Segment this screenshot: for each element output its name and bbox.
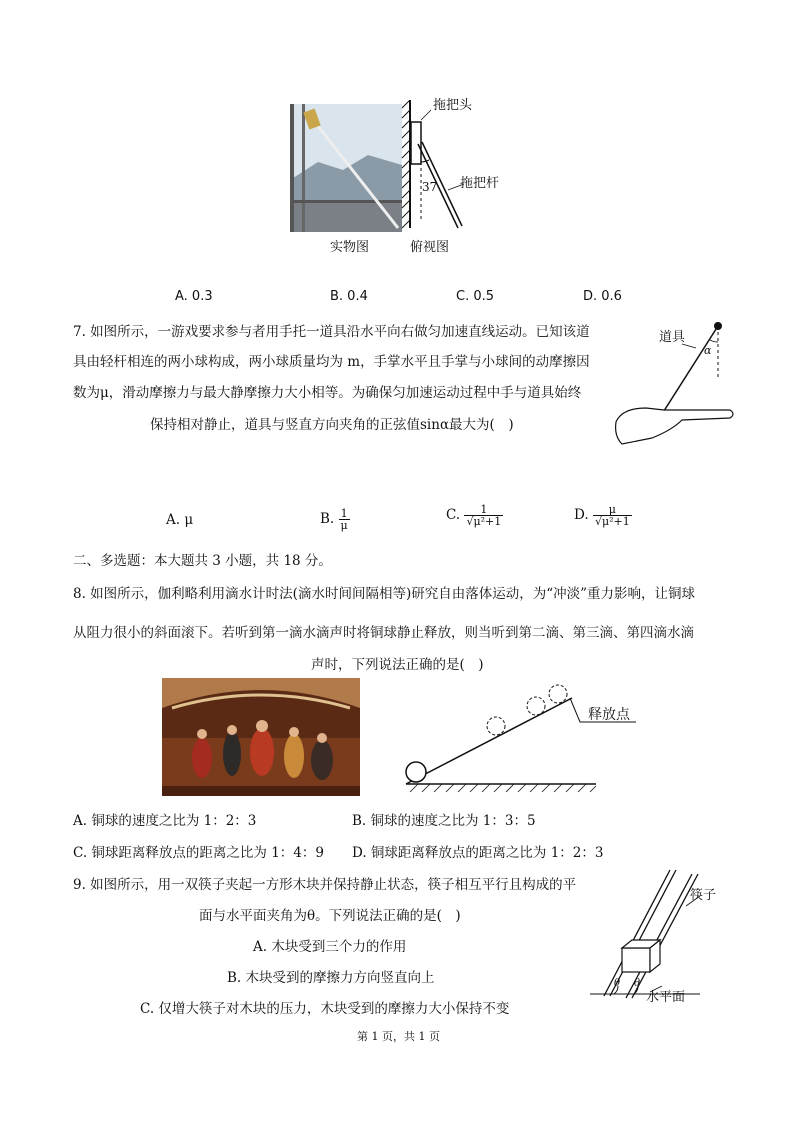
q8-line1: 8. 如图所示，伽利略利用滴水计时法(滴水时间间隔相等)研究自由落体运动，为“冲淡”重力影响，让铜球 bbox=[73, 586, 696, 602]
q9-option-b[interactable]: B. 木块受到的摩擦力方向竖直向上 bbox=[227, 970, 435, 986]
wood-block bbox=[622, 940, 660, 972]
q7-option-c-fraction: $\frac{1}{\text{√μ²+1}}$ bbox=[466, 503, 502, 528]
q7-option-c[interactable]: C. $\frac{1}{\text{√μ²+1}}$ bbox=[446, 503, 502, 528]
q7-option-b[interactable]: B. $\frac{1}{\mu}$ bbox=[320, 507, 348, 532]
hand-shape bbox=[616, 408, 733, 444]
ground-hatch bbox=[410, 784, 596, 792]
q8-option-c[interactable]: C. 铜球距离释放点的距离之比为 1：4：9 bbox=[73, 845, 324, 861]
q9-option-c[interactable]: C. 仅增大筷子对木块的压力，木块受到的摩擦力大小保持不变 bbox=[140, 1001, 510, 1017]
theta-label-2: θ bbox=[634, 978, 641, 989]
q8-option-d[interactable]: D. 铜球距离释放点的距离之比为 1：2：3 bbox=[352, 845, 604, 861]
horizontal-plane-label: 水平面 bbox=[646, 990, 686, 1005]
q7-option-d[interactable]: D. $\frac{\mu}{\text{√μ²+1}}$ bbox=[574, 503, 630, 528]
q7-option-a[interactable]: A. μ bbox=[166, 512, 194, 528]
q6-option-d[interactable]: D. 0.6 bbox=[583, 289, 622, 304]
q8-option-b[interactable]: B. 铜球的速度之比为 1：3：5 bbox=[352, 813, 536, 829]
alpha-label: α bbox=[704, 344, 712, 357]
q9-chopsticks-figure bbox=[590, 866, 740, 1006]
release-point-label: 释放点 bbox=[588, 707, 630, 723]
q9-chopsticks-svg bbox=[590, 866, 740, 1006]
page-footer: 第 1 页，共 1 页 bbox=[357, 1030, 440, 1043]
q9-line1: 9. 如图所示，用一双筷子夹起一方形木块并保持静止状态，筷子相互平行且构成的平 bbox=[73, 877, 577, 893]
q8-option-a[interactable]: A. 铜球的速度之比为 1：2：3 bbox=[73, 813, 257, 829]
wall-hatch bbox=[402, 100, 410, 228]
q8-line3: 声时，下列说法正确的是( ) bbox=[311, 657, 484, 673]
q9-line2: 面与水平面夹角为θ。下列说法正确的是( ) bbox=[199, 908, 461, 924]
mop-pole-label: 拖把杆 bbox=[460, 176, 500, 191]
chopsticks-label: 筷子 bbox=[690, 888, 717, 903]
q7-line4: 保持相对静止，道具与竖直方向夹角的正弦值sinα最大为( ) bbox=[150, 417, 514, 433]
galileo-painting-svg bbox=[162, 678, 360, 796]
q6-figure bbox=[288, 100, 518, 260]
q8-incline-figure bbox=[400, 680, 650, 800]
q7-line1: 7. 如图所示，一游戏要求参与者用手托一道具沿水平向右做匀加速直线运动。已知该道 bbox=[73, 324, 590, 340]
q7-figure bbox=[612, 318, 752, 453]
mop-head-shape bbox=[411, 122, 421, 164]
q6-option-c[interactable]: C. 0.5 bbox=[456, 289, 495, 304]
mop-head-label: 拖把头 bbox=[433, 98, 473, 113]
ball-position-2 bbox=[487, 717, 505, 735]
ball-position-4 bbox=[549, 685, 567, 703]
theta-label-1: θ bbox=[614, 978, 621, 989]
q8-line2: 从阻力很小的斜面滚下。若听到第一滴水滴声时将铜球静止释放，则当听到第二滴、第三滴、第四滴水滴 bbox=[73, 625, 694, 641]
q7-option-d-fraction: $\frac{\mu}{\text{√μ²+1}}$ bbox=[594, 503, 630, 528]
incline-line bbox=[406, 698, 572, 784]
q6-option-a[interactable]: A. 0.3 bbox=[175, 289, 213, 304]
q7-line3: 数为μ，滑动摩擦力与最大静摩擦力大小相等。为确保匀加速运动过程中手与道具始终 bbox=[73, 385, 582, 401]
section-2-heading: 二、多选题：本大题共 3 小题，共 18 分。 bbox=[73, 553, 332, 569]
prop-label: 道具 bbox=[659, 330, 686, 345]
angle-label: 37 bbox=[422, 180, 438, 194]
galileo-painting bbox=[162, 678, 360, 796]
copper-ball bbox=[406, 762, 426, 782]
top-view-caption: 俯视图 bbox=[410, 240, 450, 255]
q7-line2: 具由轻杆相连的两小球构成，两小球质量均为 m，手掌水平且手掌与小球间的动摩擦因 bbox=[73, 354, 590, 370]
photo-caption: 实物图 bbox=[330, 240, 370, 255]
q7-option-b-fraction: $\frac{1}{\mu}$ bbox=[340, 507, 348, 532]
q9-option-a[interactable]: A. 木块受到三个力的作用 bbox=[253, 939, 407, 955]
q8-incline-svg bbox=[400, 680, 650, 800]
q6-option-b[interactable]: B. 0.4 bbox=[330, 289, 368, 304]
ball-position-3 bbox=[527, 697, 545, 715]
photo-city bbox=[290, 200, 402, 232]
